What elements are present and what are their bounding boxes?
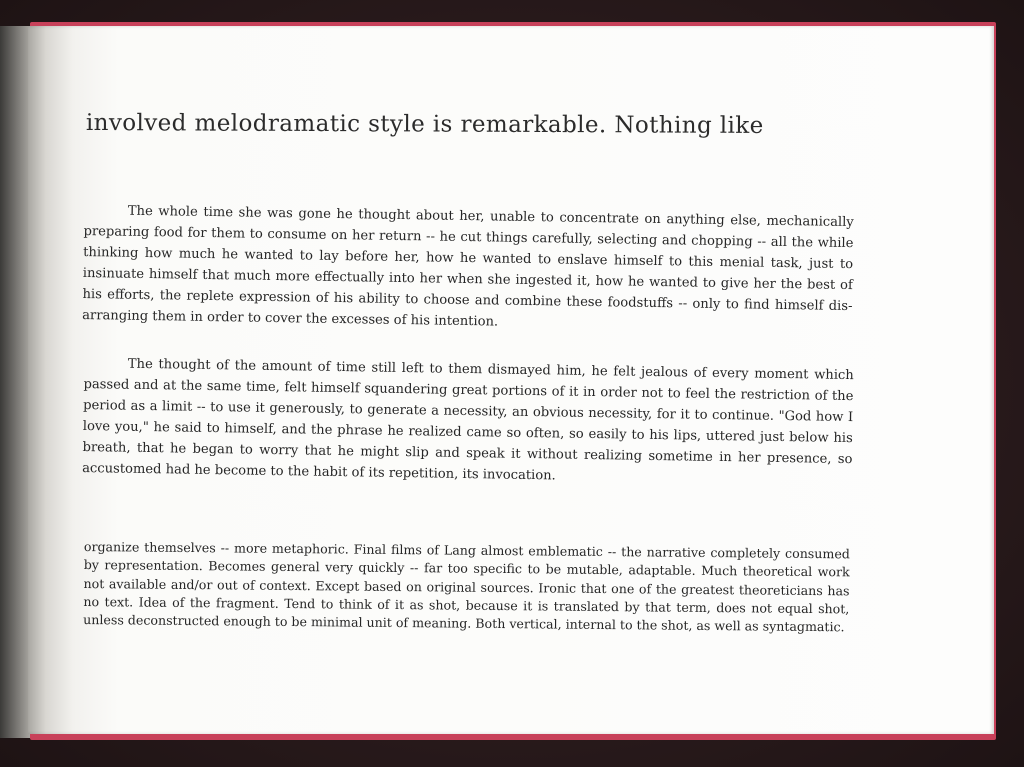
body-paragraph-1: The whole time she was gone he thought about her, unable to concentrate on anything else, mechanically preparing food for them to consume on her return -- he cut things carefully, selecting and chopping -- all the while thinking how much he wanted to lay before her, how he wanted to enslave himself to this menial task, just to insinuate himself that much more effectually into her when she ingested it, how he wanted to give her the best of his efforts, the replete expression of his ability to choose and combine these foodstuffs -- only to find himself dis-arranging them in order to cover the excesses of his intention. <box>82 203 854 330</box>
body-paragraph-3: organize themselves -- more metaphoric. Final films of Lang almost emblematic -- the narrative completely consumed by representation. Becomes general very quickly -- far too specific to be mutable, adaptable. Much theoretical work not available and/or out of context. Except based on original sources. Ironic that one of the greatest theoreticians has no text. Idea of the fragment. Tend to think of it as shot, because it is translated by that term, does not equal shot, unless deconstructed enough to be minimal unit of meaning. Both vertical, internal to the shot, as well as syntagmatic. <box>83 538 850 635</box>
book-spine <box>0 26 30 738</box>
body-paragraph-2: The thought of the amount of time still left to them dismayed him, he felt jealous of every moment which passed and at the same time, felt himself squandering great portions of it in order not to feel the restriction of the period as a limit -- to use it generously, to generate a necessity, an obvious necessity, for it to continue. "God how I love you," he said to himself, and the phrase he realized came so often, so easily to his lips, uttered just below his breath, that he began to worry that he might slip and speak it without realizing sometime in her presence, so accustomed had he become to the habit of its repetition, its invocation. <box>82 356 854 484</box>
page-headline: involved melodramatic style is remarkable. Nothing like <box>85 110 764 139</box>
